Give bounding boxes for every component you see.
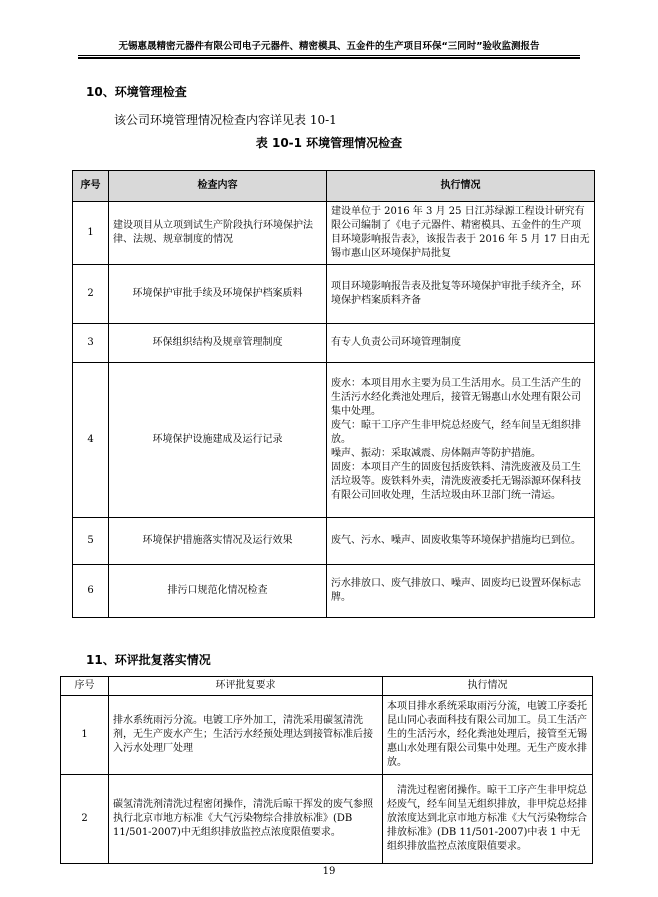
row-requirement: 排水系统雨污分流。电镀工序外加工，清洗采用碳氢清洗剂，无生产废水产生；生活污水经预处理达到接管标准后接入污水处理厂处理 bbox=[109, 696, 383, 775]
column-header-no: 序号 bbox=[61, 677, 109, 696]
row-number: 2 bbox=[73, 265, 109, 324]
row-status bbox=[327, 363, 595, 518]
row-status: 废气、污水、噪声、固废收集等环境保护措施均已到位。 bbox=[327, 518, 595, 565]
row-item: 环保组织结构及规章管理制度 bbox=[109, 324, 327, 363]
row-number: 4 bbox=[73, 363, 109, 518]
row-status: 有专人负责公司环境管理制度 bbox=[327, 324, 595, 363]
table-header-row bbox=[73, 171, 595, 202]
table-row bbox=[73, 363, 595, 518]
table-row bbox=[73, 518, 595, 565]
status-solid-waste: 固废：本项目产生的固废包括废铁料、清洗废液及员工生活垃圾等。废铁料外卖，清洗废液委托无锡添源环保科技有限公司回收处理，生活垃圾由环卫部门统一清运。 bbox=[331, 462, 581, 501]
table-row bbox=[73, 324, 595, 363]
row-item: 建设项目从立项到试生产阶段执行环境保护法律、法规、规章制度的情况 bbox=[109, 202, 327, 265]
table-row bbox=[61, 775, 593, 864]
row-status: 清洗过程密闭操作。晾干工序产生非甲烷总烃废气，经车间呈无组织排放，非甲烷总烃排放浓度达到北京市地方标准《大气污染物综合排放标准》(DB 11/501-2007)中表 1 中无组织排放监控点浓度限值要求。 bbox=[383, 775, 593, 864]
row-status: 项目环境影响报告表及批复等环境保护审批手续齐全，环境保护档案质料齐备 bbox=[327, 265, 595, 324]
table-header-row bbox=[61, 677, 593, 696]
status-waste-gas: 废气：晾干工序产生非甲烷总烃废气，经车间呈无组织排放。 bbox=[331, 420, 581, 445]
page-number: 19 bbox=[322, 866, 336, 877]
column-header-no: 序号 bbox=[73, 171, 109, 202]
table-row bbox=[73, 265, 595, 324]
row-status: 污水排放口、废气排放口、噪声、固废均已设置环保标志牌。 bbox=[327, 565, 595, 618]
row-item: 环境保护设施建成及运行记录 bbox=[109, 363, 327, 518]
row-item: 环境保护审批手续及环境保护档案质料 bbox=[109, 265, 327, 324]
row-status: 本项目排水系统采取雨污分流，电镀工序委托昆山同心表面科技有限公司加工。员工生活产生的生活污水，经化粪池处理后，接管至无锡惠山水处理有限公司集中处理。无生产废水排放。 bbox=[383, 696, 593, 775]
table-row bbox=[73, 202, 595, 265]
section-10-intro: 该公司环境管理情况检查内容详见表 10-1 bbox=[114, 113, 337, 127]
status-noise: 噪声、振动：采取减震、房体隔声等防护措施。 bbox=[331, 448, 541, 459]
table-10-1-caption: 表 10-1 环境管理情况检查 bbox=[255, 136, 403, 150]
column-header-status: 执行情况 bbox=[327, 171, 595, 202]
table-row bbox=[61, 696, 593, 775]
row-item: 环境保护措施落实情况及运行效果 bbox=[109, 518, 327, 565]
table-row bbox=[73, 565, 595, 618]
column-header-status: 执行情况 bbox=[383, 677, 593, 696]
row-number: 2 bbox=[61, 775, 109, 864]
row-status: 建设单位于 2016 年 3 月 25 日江苏绿源工程设计研究有限公司编制了《电子元器件、精密模具、五金件的生产项目环境影响报告表》，该报告表于 2016 年 5 月 17 日由无锡市惠山区环境保护局批复 bbox=[327, 202, 595, 265]
row-number: 5 bbox=[73, 518, 109, 565]
row-number: 1 bbox=[61, 696, 109, 775]
section-10-title: 10、环境管理检查 bbox=[86, 85, 187, 99]
environment-management-table bbox=[72, 170, 595, 618]
row-number: 3 bbox=[73, 324, 109, 363]
column-header-requirement: 环评批复要求 bbox=[109, 677, 383, 696]
status-wastewater: 废水：本项目用水主要为员工生活用水。员工生活产生的生活污水经化粪池处理后，接管无锡惠山水处理有限公司集中处理。 bbox=[331, 378, 581, 417]
eia-approval-table bbox=[60, 676, 593, 864]
row-number: 6 bbox=[73, 565, 109, 618]
row-number: 1 bbox=[73, 202, 109, 265]
section-11-title: 11、环评批复落实情况 bbox=[86, 653, 211, 667]
row-item: 排污口规范化情况检查 bbox=[109, 565, 327, 618]
page-header: 无锡惠晟精密元器件有限公司电子元器件、精密模具、五金件的生产项目环保“三同时”验收监测报告 bbox=[78, 38, 580, 56]
row-requirement: 碳氢清洗剂清洗过程密闭操作，清洗后晾干挥发的废气参照执行北京市地方标准《大气污染物综合排放标准》(DB 11/501-2007)中无组织排放监控点浓度限值要求。 bbox=[109, 775, 383, 864]
column-header-item: 检查内容 bbox=[109, 171, 327, 202]
